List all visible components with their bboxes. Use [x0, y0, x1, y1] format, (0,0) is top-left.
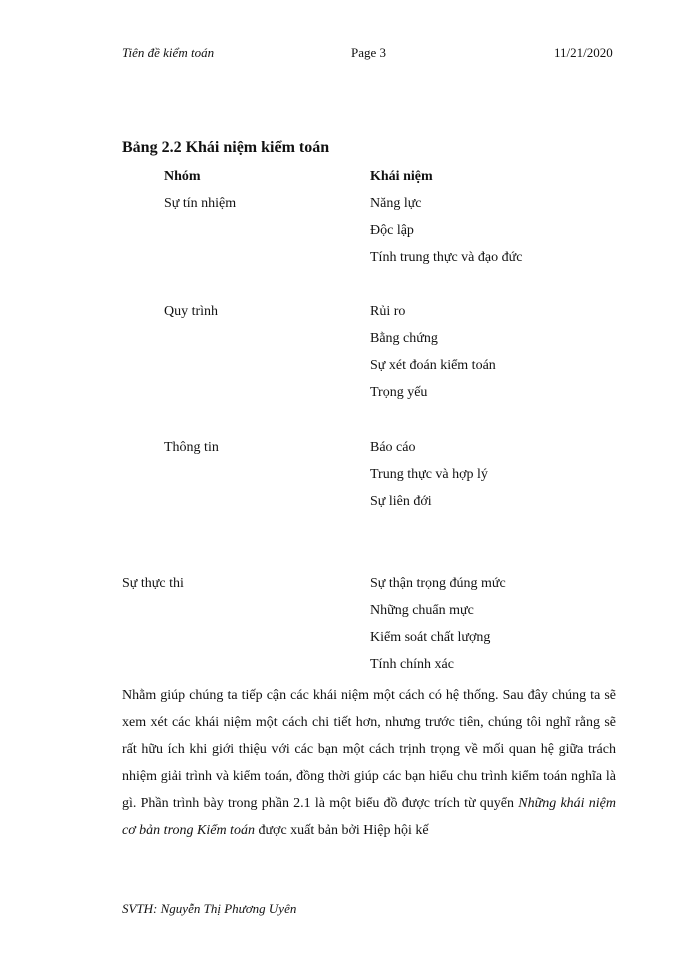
header-date: 11/21/2020	[554, 45, 613, 60]
group-name: Sự tín nhiệm	[164, 196, 237, 211]
concept-item: Sự thận trọng đúng mức	[370, 576, 506, 591]
paragraph-text-end: được xuất bản bởi Hiệp hội kế	[254, 823, 429, 838]
group-name: Quy trình	[164, 304, 219, 319]
concept-item: Sự xét đoán kiểm toán	[370, 358, 496, 373]
concept-item: Trọng yếu	[370, 385, 428, 400]
concept-item: Những chuẩn mực	[370, 603, 474, 618]
header-page-number: Page 3	[351, 45, 387, 60]
group-name: Sự thực thi	[122, 576, 184, 591]
concept-item: Tính chính xác	[370, 657, 454, 672]
group-name: Thông tin	[164, 440, 219, 455]
concept-item: Báo cáo	[370, 440, 416, 455]
concept-item: Tính trung thực và đạo đức	[370, 250, 523, 265]
column-header-group: Nhóm	[164, 169, 201, 184]
concept-item: Rủi ro	[370, 304, 406, 319]
paragraph-text: Nhằm giúp chúng ta tiếp cận các khái niệm một cách có hệ thống. Sau đây chúng ta sẽ xem xét các khái niệm một cách chi tiết hơn, nhưng trước tiên, chúng tôi nghĩ rằng sẽ rất hữu ích khi giới thiệu với các bạn một cách trịnh trọng về mối quan hệ giữa trách nhiệm giải trình và kiểm toán, đồng thời giúp các bạn hiểu chu trình kiểm toán nghĩa là gì. Phần trình bày trong phần 2.1 là một biểu đồ được trích từ quyển	[122, 688, 616, 811]
concept-item: Trung thực và hợp lý	[370, 467, 488, 482]
concept-item: Năng lực	[370, 196, 422, 211]
concept-item: Sự liên đới	[370, 494, 432, 509]
book-title: Những khái niệm cơ bản trong Kiểm toán	[122, 796, 616, 838]
footer-author: SVTH: Nguyễn Thị Phương Uyên	[122, 901, 297, 916]
header-document-title: Tiên đề kiểm toán	[122, 45, 215, 60]
concept-item: Bằng chứng	[370, 331, 438, 346]
table-title: Bảng 2.2 Khái niệm kiểm toán	[122, 139, 330, 156]
concept-item: Độc lập	[370, 223, 414, 238]
column-header-concept: Khái niệm	[370, 169, 433, 184]
concept-item: Kiểm soát chất lượng	[370, 630, 491, 645]
body-paragraph	[122, 682, 616, 844]
